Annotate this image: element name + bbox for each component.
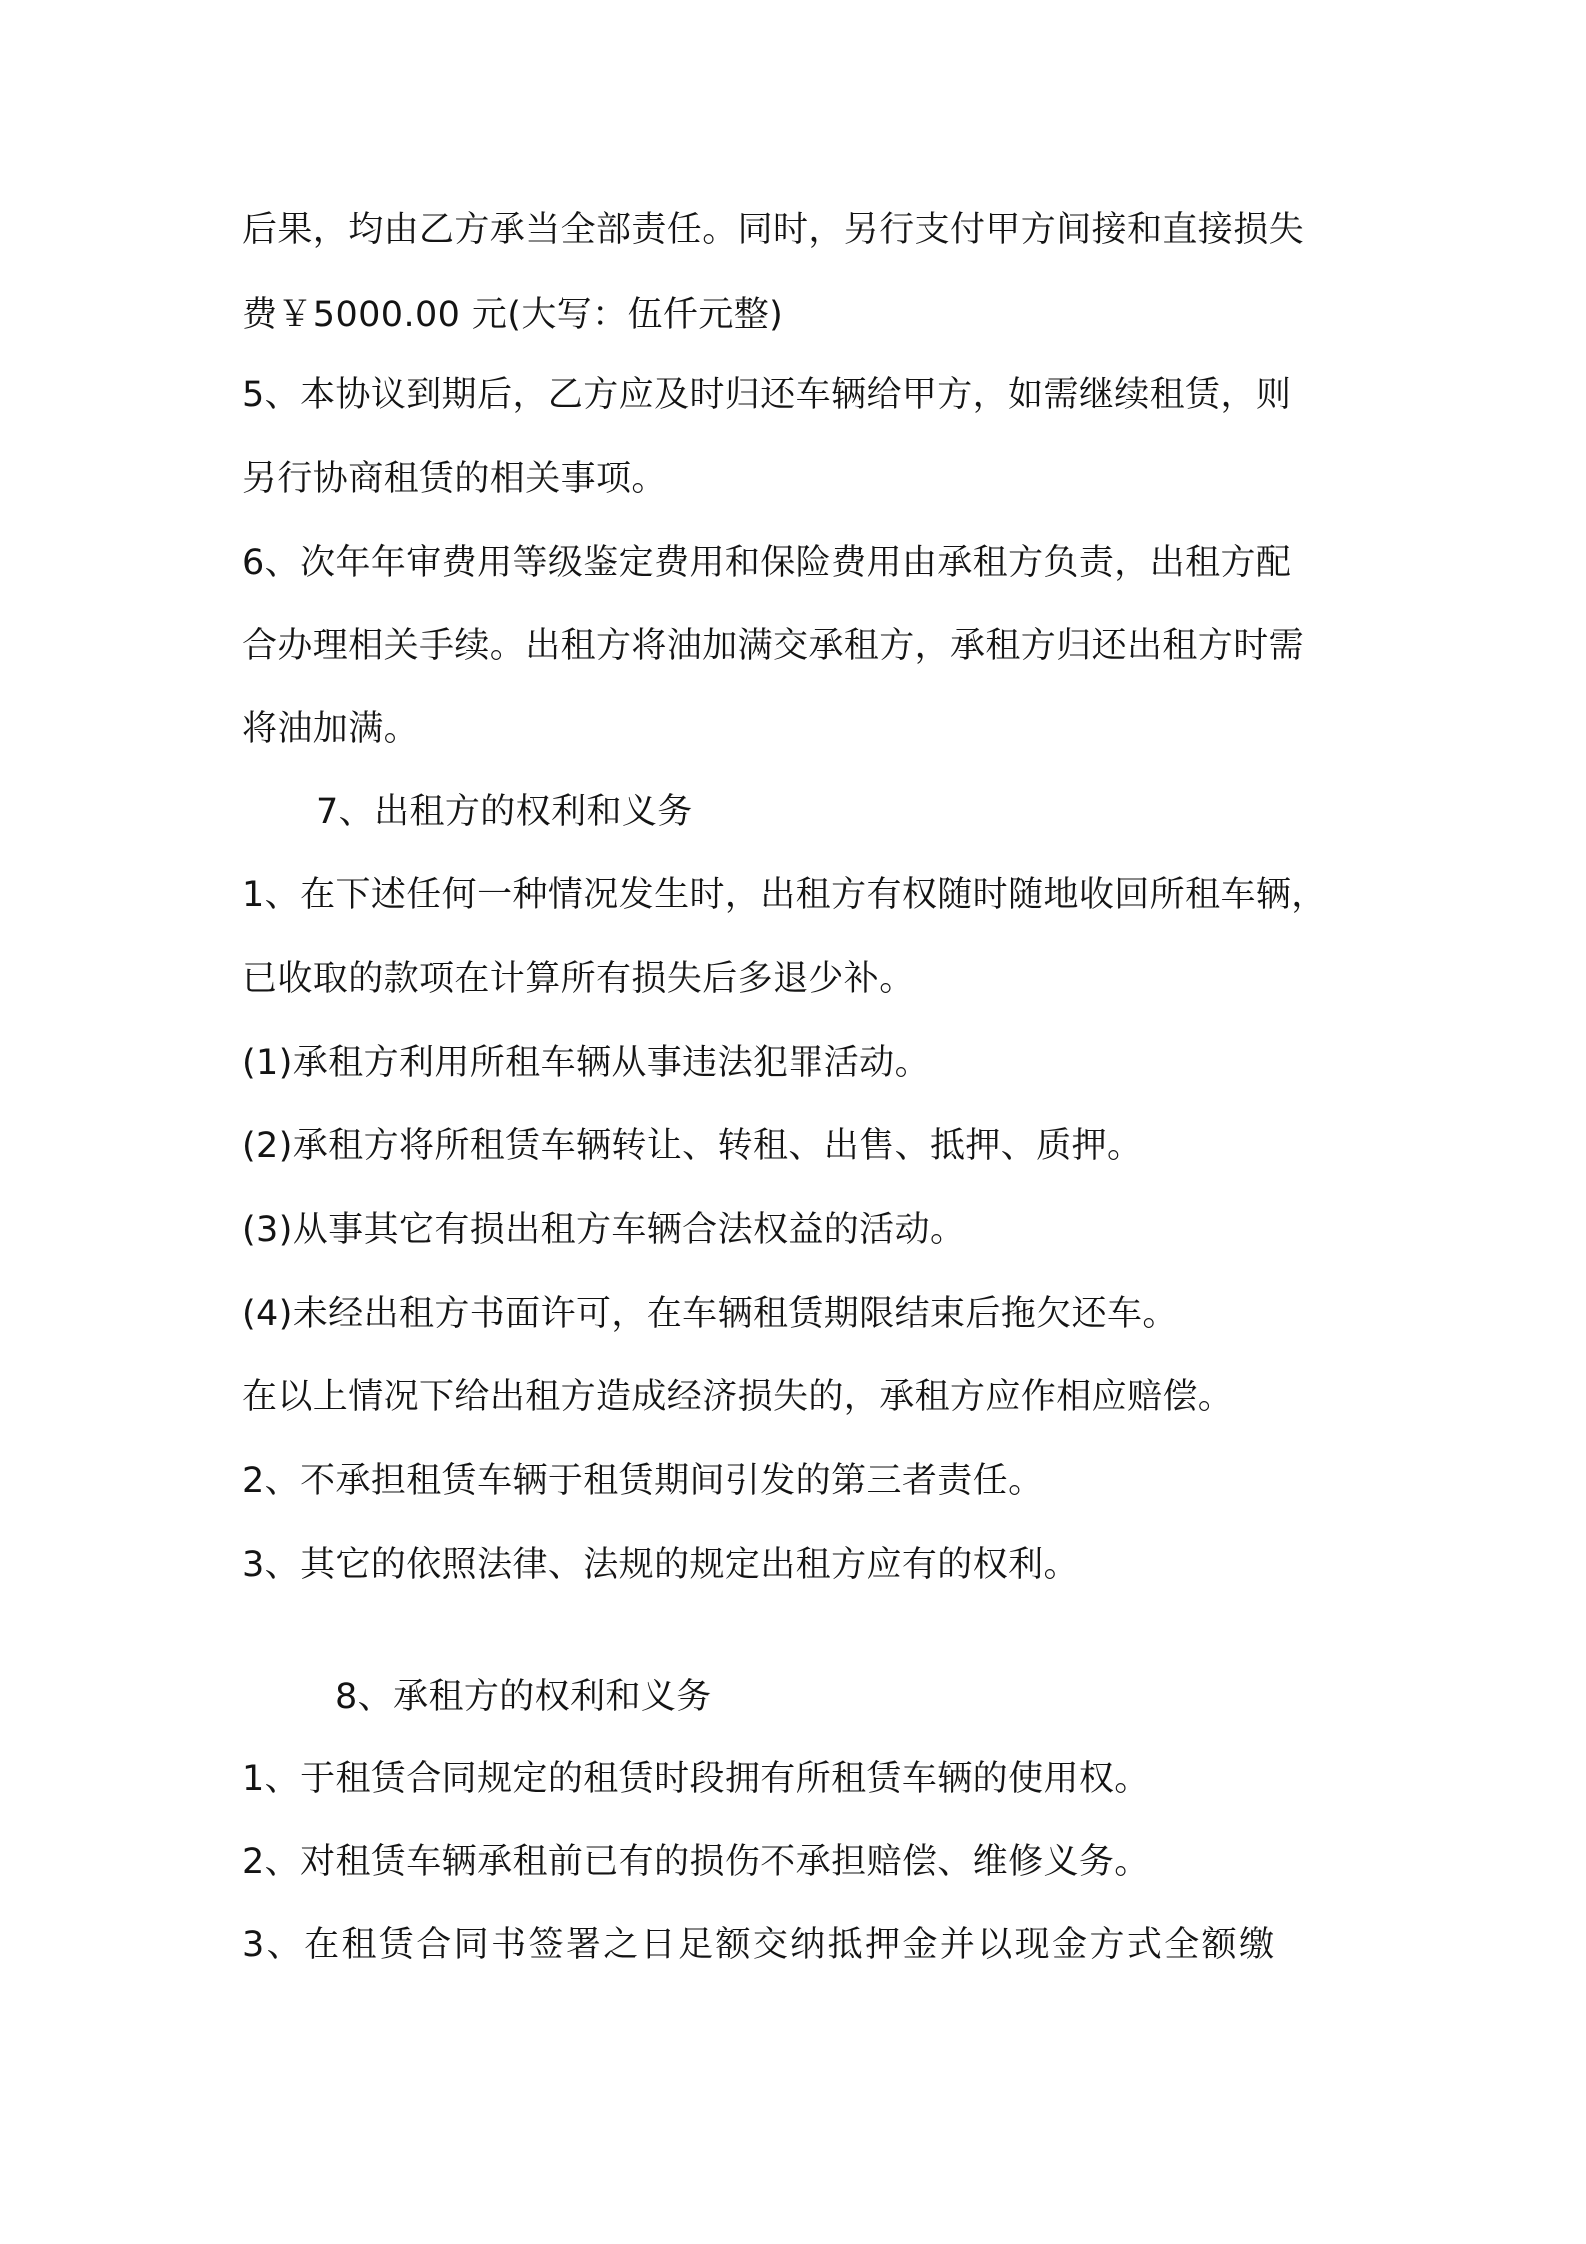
- text-line: 另行协商租赁的相关事项。: [242, 459, 667, 499]
- text-line: 1、在下述任何一种情况发生时，出租方有权随时随地收回所租车辆，: [242, 875, 1327, 915]
- text-line: 6、次年年审费用等级鉴定费用和保险费用由承租方负责，出租方配: [242, 543, 1292, 583]
- text-line: 3、在租赁合同书签署之日足额交纳抵押金并以现金方式全额缴: [242, 1925, 1277, 1965]
- section-heading: 7、出租方的权利和义务: [316, 792, 693, 832]
- text-line: 2、对租赁车辆承租前已有的损伤不承担赔偿、维修义务。: [242, 1842, 1150, 1882]
- text-line: (1)承租方利用所租车辆从事违法犯罪活动。: [242, 1043, 930, 1083]
- section-heading: 8、承租方的权利和义务: [335, 1677, 712, 1717]
- text-line: 1、于租赁合同规定的租赁时段拥有所租赁车辆的使用权。: [242, 1759, 1150, 1799]
- text-line: (4)未经出租方书面许可，在车辆租赁期限结束后拖欠还车。: [242, 1294, 1178, 1334]
- text-line: (3)从事其它有损出租方车辆合法权益的活动。: [242, 1210, 966, 1250]
- text-line: 将油加满。: [242, 709, 420, 749]
- text-line: 后果，均由乙方承当全部责任。同时，另行支付甲方间接和直接损失: [242, 210, 1305, 250]
- text-line: 已收取的款项在计算所有损失后多退少补。: [242, 959, 915, 999]
- text-line: 合办理相关手续。出租方将油加满交承租方，承租方归还出租方时需: [242, 626, 1305, 666]
- text-line: 3、其它的依照法律、法规的规定出租方应有的权利。: [242, 1545, 1079, 1585]
- text-line: 2、不承担租赁车辆于租赁期间引发的第三者责任。: [242, 1461, 1044, 1501]
- text-line: 费￥5000.00 元(大写：伍仟元整): [242, 295, 784, 335]
- text-line: (2)承租方将所租赁车辆转让、转租、出售、抵押、质押。: [242, 1126, 1143, 1166]
- text-line: 5、本协议到期后，乙方应及时归还车辆给甲方，如需继续租赁，则: [242, 375, 1292, 415]
- text-line: 在以上情况下给出租方造成经济损失的，承租方应作相应赔偿。: [242, 1377, 1234, 1417]
